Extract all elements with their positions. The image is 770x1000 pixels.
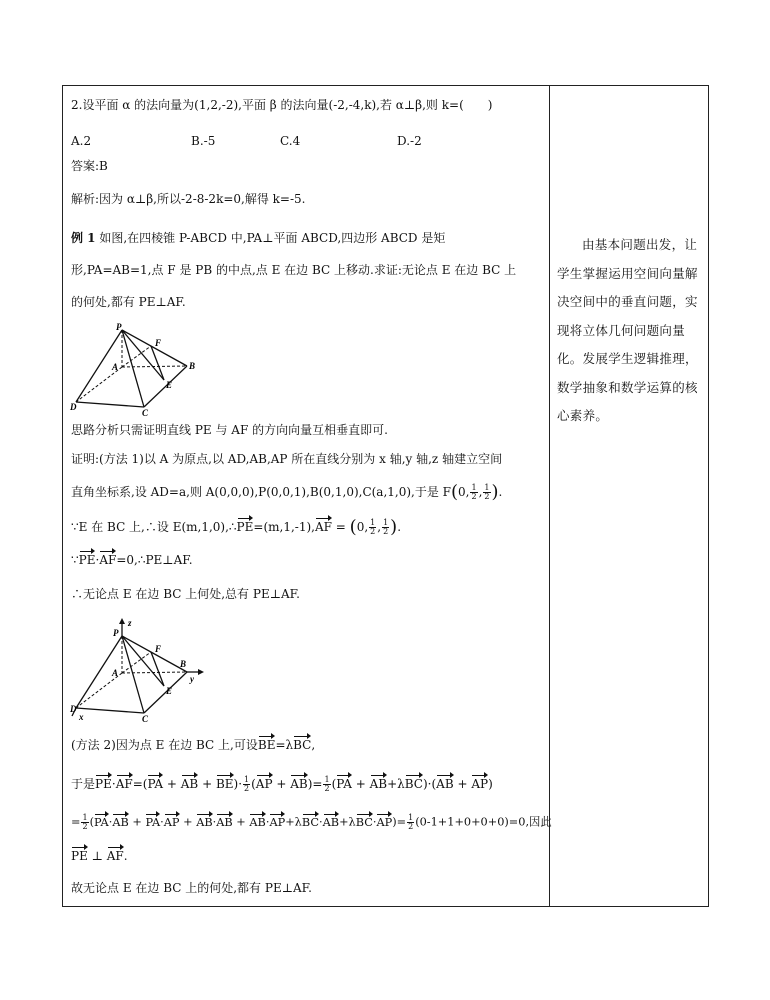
label-f: F bbox=[155, 338, 162, 348]
label-e: E bbox=[166, 380, 173, 390]
example-line-1 bbox=[71, 231, 445, 245]
teaching-note: 由基本问题出发，让学生掌握运用空间向量解决空间中的垂直问题，实现将立体几何问题向量化。发展学生逻辑推理，数学抽象和数学运算的核心素养。 bbox=[557, 237, 698, 423]
analysis: 解析:因为 α⊥β,所以-2-8-2k=0,解得 k=-5. bbox=[71, 192, 306, 206]
option-b: B.-5 bbox=[191, 134, 216, 148]
dot-product-zero: ∵PE·AF=0,∴PE⊥AF. bbox=[71, 553, 193, 567]
label-f-2: F bbox=[155, 644, 162, 654]
vec-pe: PE bbox=[236, 520, 254, 534]
label-p: P bbox=[116, 322, 122, 332]
vec-be: BE bbox=[257, 738, 276, 752]
solution-idea: 思路分析只需证明直线 PE 与 AF 的方向向量互相垂直即可. bbox=[71, 423, 388, 437]
method-2-line-1: (方法 2)因为点 E 在边 BC 上,可设BE=λBC, bbox=[71, 738, 316, 752]
method-2-line-2: 于是PE·AF=(PA + AB + BE)· $\frac{1}{2}$ (AP + AB)= $\frac{1}{2}$ (PA + AB+λBC)·(AB + AP) bbox=[71, 775, 493, 793]
label-x: x bbox=[79, 712, 84, 722]
example-line-2: 形,PA=AB=1,点 F 是 PB 的中点,点 E 在边 BC 上移动.求证:无论点 E 在边 BC 上 bbox=[71, 263, 517, 277]
label-d: D bbox=[70, 402, 77, 412]
label-a-2: A bbox=[112, 668, 119, 678]
conclusion-2: 故无论点 E 在边 BC 上的何处,都有 PE⊥AF. bbox=[71, 881, 312, 895]
conclusion-1: ∴无论点 E 在边 BC 上何处,总有 PE⊥AF. bbox=[71, 587, 300, 601]
frac-half-4: $\frac{1}{2}$ bbox=[383, 518, 389, 536]
example-text-1: 如图,在四棱锥 P-ABCD 中,PA⊥平面 ABCD,四边形 ABCD 是矩 bbox=[95, 231, 446, 245]
vec-af: AF bbox=[314, 520, 332, 534]
label-c-2: C bbox=[142, 714, 149, 724]
question-2-stem: 2.设平面 α 的法向量为(1,2,-2),平面 β 的法向量(-2,-4,k),若 α⊥β,则 k=( ) bbox=[71, 98, 493, 112]
answer: 答案:B bbox=[71, 159, 108, 173]
label-z: z bbox=[128, 618, 132, 628]
label-a: A bbox=[112, 362, 119, 372]
f-coord: 0, bbox=[458, 485, 470, 499]
vec-bc: BC bbox=[293, 738, 312, 752]
label-e-2: E bbox=[166, 686, 173, 696]
method-1-line-2: 直角坐标系,设 AD=a,则 A(0,0,0),P(0,0,1),B(0,1,0),C(a,1,0),于是 F(0, $\frac{1}{2}$ , $\frac{1}{2}$ ). bbox=[71, 481, 503, 503]
coord-text: 直角坐标系,设 AD=a,则 A(0,0,0),P(0,0,1),B(0,1,0),C(a,1,0),于是 F bbox=[71, 485, 451, 499]
method-1-line-1: 证明:(方法 1)以 A 为原点,以 AD,AB,AP 所在直线分别为 x 轴,y 轴,z 轴建立空间 bbox=[71, 452, 503, 466]
label-b-2: B bbox=[180, 659, 187, 669]
label-y: y bbox=[190, 674, 194, 684]
pyramid-figure-1 bbox=[70, 322, 200, 418]
since-e-on-bc: ∵E 在 BC 上,∴设 E(m,1,0),∴PE=(m,1,-1),AF = (0, $\frac{1}{2}$ , $\frac{1}{2}$ ). bbox=[71, 516, 402, 538]
pyramid-figure-2 bbox=[70, 616, 210, 724]
method-2-line-4: PE ⊥ AF. bbox=[71, 849, 128, 863]
label-d-2: D bbox=[70, 704, 77, 714]
label-b: B bbox=[189, 361, 196, 371]
option-c: C.4 bbox=[280, 134, 301, 148]
example-label: 例 1 bbox=[71, 231, 96, 245]
option-d: D.-2 bbox=[397, 134, 422, 148]
example-line-3: 的何处,都有 PE⊥AF. bbox=[71, 295, 186, 309]
frac-half-3: $\frac{1}{2}$ bbox=[370, 518, 376, 536]
frac-half-1: $\frac{1}{2}$ bbox=[471, 483, 477, 501]
label-c: C bbox=[142, 408, 149, 418]
content-table bbox=[62, 85, 709, 907]
label-p-2: P bbox=[113, 628, 119, 638]
column-divider bbox=[549, 86, 550, 906]
method-2-line-3: = $\frac{1}{2}$ (PA·AB + PA·AP + AB·AB + AB·AP+λBC·AB+λBC·AP)= $\frac{1}{2}$ (0-1+1+0+0+0)=0,因此 bbox=[71, 813, 552, 831]
frac-half-2: $\frac{1}{2}$ bbox=[484, 483, 490, 501]
option-a: A.2 bbox=[71, 134, 92, 148]
